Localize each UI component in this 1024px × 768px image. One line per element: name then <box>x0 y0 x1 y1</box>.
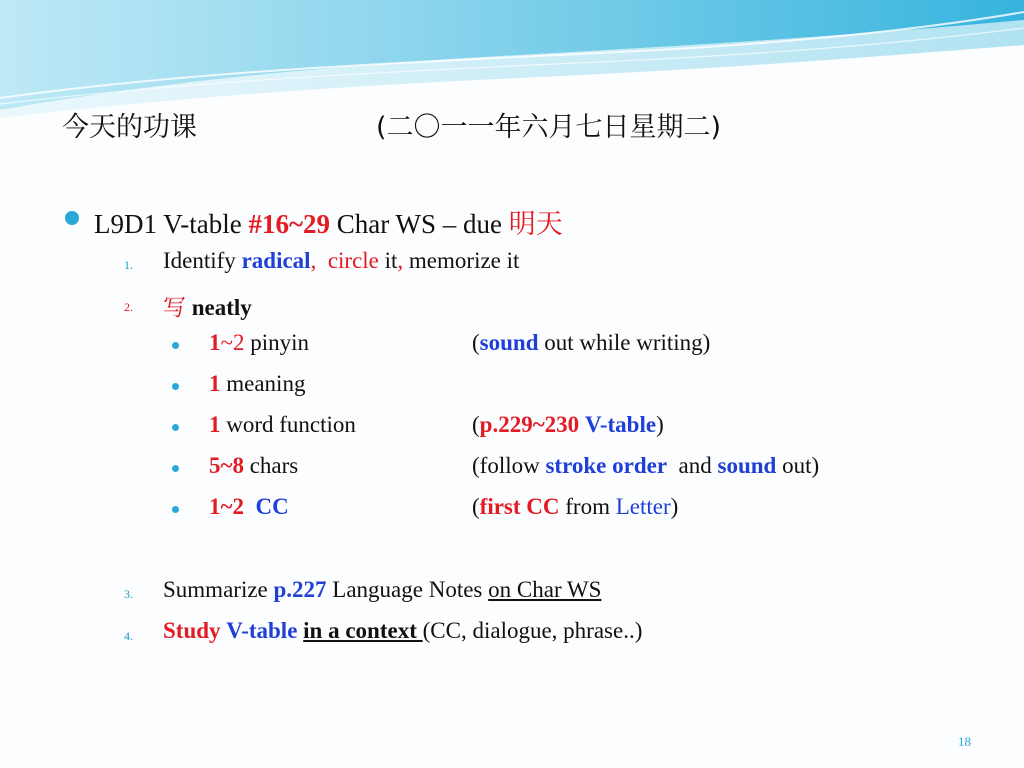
page-ref: p.229~230 <box>479 412 580 437</box>
sub-bullet-dot <box>172 506 179 513</box>
note-text: (follow <box>472 453 546 478</box>
page-number: 18 <box>958 734 971 749</box>
sub-count: ~2 <box>220 330 245 355</box>
vtable-word: V-table <box>584 412 657 437</box>
sub-label: pinyin <box>244 330 309 355</box>
sub-note-cc <box>472 494 678 520</box>
step-number: 1. <box>124 258 133 272</box>
step-text: Language Notes <box>326 577 489 602</box>
bullet-dot <box>65 211 79 225</box>
page-date: (二〇一一年六月七日星期二) <box>376 112 722 143</box>
comma: , <box>310 248 317 273</box>
note-text: from <box>559 494 616 519</box>
sub-item-word-function <box>209 412 356 438</box>
step-number: 2. <box>124 300 133 314</box>
sub-label: meaning <box>220 371 306 396</box>
neatly-word: neatly <box>191 295 252 320</box>
sub-count: 1~2 <box>209 494 244 519</box>
sub-bullet-dot <box>172 465 179 472</box>
paren: ) <box>656 412 664 437</box>
stroke-order-word: stroke order <box>545 453 668 478</box>
sub-count: 5~8 <box>209 453 244 478</box>
page-title: 今天的功课 <box>62 112 197 143</box>
sound-word: sound <box>717 453 777 478</box>
main-due: 明天 <box>508 209 563 240</box>
sub-item-cc <box>209 494 289 520</box>
letter-word: Letter <box>615 494 671 519</box>
page-ref: p.227 <box>273 577 327 602</box>
paren: ) <box>670 494 679 519</box>
step-number: 4. <box>124 629 133 643</box>
study-word: Study <box>163 618 221 643</box>
on-char-ws: on Char WS <box>488 577 602 602</box>
write-char: 写 <box>163 295 186 321</box>
sub-bullet-dot <box>172 383 179 390</box>
step-summarize <box>163 577 601 603</box>
comma: , <box>397 248 404 273</box>
main-bullet <box>94 202 563 241</box>
sub-count: 1 <box>209 412 221 437</box>
sound-word: sound <box>479 330 539 355</box>
vtable-word: V-table <box>226 618 298 643</box>
sub-note-word-function <box>472 412 664 438</box>
sub-count: 1 <box>209 330 221 355</box>
paren: ( <box>472 494 480 519</box>
first-cc-word: first CC <box>479 494 560 519</box>
note-text: and <box>667 453 718 478</box>
context-phrase: in a context <box>303 618 423 643</box>
step-study <box>163 618 642 644</box>
main-prefix: L9D1 V-table <box>94 209 249 239</box>
sub-note-pinyin <box>472 330 710 356</box>
sub-bullet-dot <box>172 342 179 349</box>
step-text: memorize it <box>403 248 520 273</box>
paren: ( <box>472 412 480 437</box>
step-text: Identify <box>163 248 242 273</box>
main-middle: Char WS – due <box>330 209 509 239</box>
circle-word: circle <box>327 248 379 273</box>
step-number: 3. <box>124 587 133 601</box>
sub-count: 1 <box>209 371 221 396</box>
step-text: it <box>378 248 398 273</box>
step-identify <box>163 248 519 274</box>
paren: ( <box>472 330 480 355</box>
sub-note-chars <box>472 453 819 479</box>
main-range: #16~29 <box>248 209 331 239</box>
step-text: Summarize <box>163 577 274 602</box>
sub-item-meaning <box>209 371 305 397</box>
sub-bullet-dot <box>172 424 179 431</box>
sub-label: word function <box>220 412 356 437</box>
sub-item-pinyin <box>209 330 309 356</box>
note-text: out while writing) <box>538 330 711 355</box>
cc-word: CC <box>255 494 289 519</box>
sub-label: chars <box>243 453 299 478</box>
radical-word: radical <box>241 248 311 273</box>
sub-item-chars <box>209 453 298 479</box>
step-text: (CC, dialogue, phrase..) <box>422 618 643 643</box>
step-write-neatly <box>163 289 252 322</box>
note-text: out) <box>776 453 820 478</box>
